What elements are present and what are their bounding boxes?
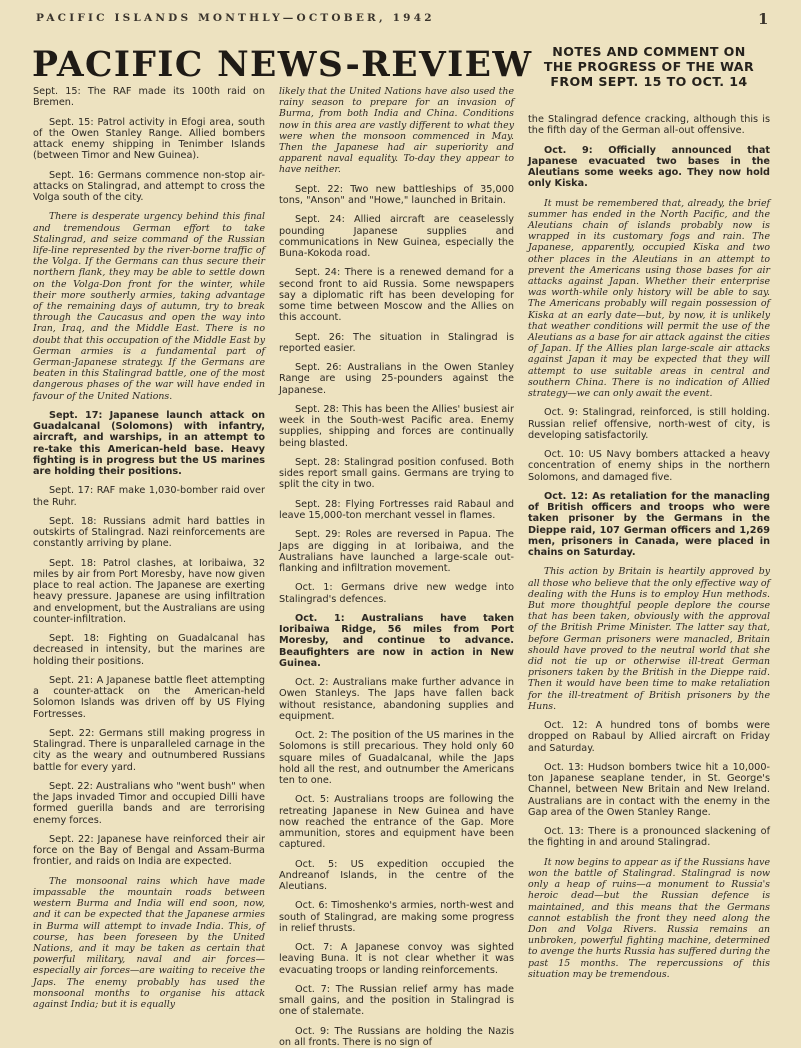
news-paragraph: This action by Britain is heartily approved by all those who believe that the only effective way of dealing with the Huns is to employ Hun methods. But more thoughtful people deplore the course that has been taken, obviously with the approval of the British Prime Minister. The latter say that, before German prisoners were manacled, Britain should have proved to the neutral world that she did not tie up or otherwise ill-treat German prisoners taken by the British in the Dieppe raid. Then it would have been time to make retaliation for the ill-treatment of British prisoners by the Huns. [528, 566, 770, 712]
notes-heading-line: THE PROGRESS OF THE WAR [543, 59, 755, 74]
news-paragraph: Oct. 9: The Russians are holding the Nazis on all fronts. There is no sign of [279, 1025, 514, 1048]
news-paragraph: Sept. 22: Australians who "went bush" when the Japs invaded Timor and occupied Dilli have formed guerilla bands and are terrorising enemy forces. [33, 781, 265, 826]
news-paragraph: Sept. 28: This has been the Allies' busiest air week in the South-west Pacific area. Enemy supplies, shipping and forces are continually being blasted. [279, 404, 514, 449]
news-paragraph: Oct. 10: US Navy bombers attacked a heavy concentration of enemy ships in the northern Solomons, and damaged five. [528, 449, 770, 483]
masthead-title: PACIFIC NEWS-REVIEW [32, 45, 533, 85]
news-paragraph: Sept. 28: Flying Fortresses raid Rabaul and leave 15,000-ton merchant vessel in flames. [279, 498, 514, 521]
news-paragraph: the Stalingrad defence cracking, although this is the fifth day of the German all-out offensive. [528, 114, 770, 137]
news-paragraph: Oct. 12: A hundred tons of bombs were dropped on Rabaul by Allied aircraft on Friday and Saturday. [528, 720, 770, 754]
news-paragraph: Sept. 17: RAF make 1,030-bomber raid over the Ruhr. [33, 485, 265, 508]
news-paragraph: Sept. 15: The RAF made its 100th raid on Bremen. [33, 86, 265, 109]
page-number: 1 [758, 10, 769, 28]
news-paragraph: Sept. 15: Patrol activity in Efogi area, south of the Owen Stanley Range. Allied bombers attack enemy shipping in Tenimber Islands (between Timor and New Guinea). [33, 116, 265, 162]
news-paragraph: The monsoonal rains which have made impassable the mountain roads between western Burma and India will end soon, now, and it can be expected that the Japanese armies in Burma will attempt to invade India. This, of course, has been foreseen by the United Nations, and it may be taken as certain that powerful military, naval and air forces—especially air forces—are waiting to receive the Japs. The enemy probably has used the monsoonal months to organise his attack against India; but it is equally [33, 875, 265, 1011]
news-paragraph: Sept. 17: Japanese launch attack on Guadalcanal (Solomons) with infantry, aircraft, and warships, in an attempt to re-take this American-held base. Heavy fighting is in progress but the US marines are holding their positions. [33, 410, 265, 478]
news-paragraph: Oct. 1: Germans drive new wedge into Stalingrad's defences. [279, 582, 514, 605]
news-paragraph: Oct. 7: The Russian relief army has made small gains, and the position in Stalingrad is one of stalemate. [279, 983, 514, 1018]
running-head-title: PACIFIC ISLANDS MONTHLY—OCTOBER, 1942 [36, 12, 435, 24]
news-paragraph: Sept. 22: Two new battleships of 35,000 tons, "Anson" and "Howe," launched in Britain. [279, 183, 514, 207]
news-paragraph: Sept. 28: Stalingrad position confused. Both sides report small gains. Germans are trying to split the city in two. [279, 457, 514, 491]
news-paragraph: Sept. 21: A Japanese battle fleet attempting a counter-attack on the American-held Solomon Islands was driven off by US Flying Fortresses. [33, 675, 265, 720]
news-paragraph: Oct. 2: The position of the US marines in the Solomons is still precarious. They hold only 60 square miles of Guadalcanal, while the Japs hold all the rest, and outnumber the Americans ten to one. [279, 730, 514, 786]
news-paragraph: Sept. 22: Germans still making progress in Stalingrad. There is unparalleled carnage in the city as the weary and outnumbered Russians battle for every yard. [33, 728, 265, 773]
news-paragraph: Sept. 24: There is a renewed demand for a second front to aid Russia. Some newspapers say a diplomatic rift has been developing for some time between Moscow and the Allies on this account. [279, 267, 514, 324]
news-paragraph: Oct. 9: Stalingrad, reinforced, is still holding. Russian relief offensive, north-west of city, is developing satisfactorily. [528, 407, 770, 441]
news-paragraph: Oct. 2: Australians make further advance in Owen Stanleys. The Japs have fallen back without resistance, abandoning supplies and equipment. [279, 677, 514, 722]
news-paragraph: It now begins to appear as if the Russians have won the battle of Stalingrad. Stalingrad is now only a heap of ruins—a monument to Russia's heroic dead—but the Russian defence is maintained, and this means that the Germans cannot establish the front they need along the Don and Volga Rivers. Russia remains an unbroken, powerful fighting machine, determined to avenge the hurts Russia has suffered during the past 15 months. The repercussions of this situation may be tremendous. [528, 856, 770, 980]
news-paragraph: Oct. 5: Australians troops are following the retreating Japanese in New Guinea and have now reached the entrance of the Gap. More ammunition, stores and equipment have been captured. [279, 794, 514, 851]
news-paragraph: There is desperate urgency behind this final and tremendous German effort to take Stalingrad, and seize command of the Russian life-line represented by the river-borne traffic of the Volga. If the Germans can thus secure their northern flank, they may be able to settle down on the Volga-Don front for the winter, while their more southerly armies, taking advantage of the remaining days of autumn, try to break through the Caucasus and open the way into Iran, Iraq, and the Middle East. There is no doubt that this occupation of the Middle East by German armies is a fundamental part of German-Japanese strategy. If the Germans are beaten in this Stalingrad battle, one of the most dangerous phases of the war will have ended in favour of the United Nations. [33, 211, 265, 402]
news-paragraph: Sept. 18: Russians admit hard battles in outskirts of Stalingrad. Nazi reinforcements are constantly arriving by plane. [33, 516, 265, 550]
news-paragraph: Sept. 26: Australians in the Owen Stanley Range are using 25-pounders against the Japanese. [279, 362, 514, 396]
running-head [0, 10, 801, 32]
news-paragraph: Sept. 22: Japanese have reinforced their air force on the Bay of Bengal and Assam-Burma frontier, and raids on India are expected. [33, 834, 265, 868]
notes-heading [528, 44, 770, 89]
news-paragraph: Sept. 26: The situation in Stalingrad is reported easier. [279, 331, 514, 354]
news-paragraph: Sept. 24: Allied aircraft are ceaselessly pounding Japanese supplies and communications in New Guinea, especially the Buna-Kokoda road. [279, 214, 514, 260]
news-paragraph: Sept. 16: Germans commence non-stop air-attacks on Stalingrad, and attempt to cross the Volga south of the city. [33, 169, 265, 203]
news-paragraph: Sept. 18: Patrol clashes, at Ioribaiwa, 32 miles by air from Port Moresby, have now given place to real action. The Japanese are exerting heavy pressure. Japanese are using infiltration and envelopment, but the Australians are using counter-infiltration. [33, 557, 265, 625]
news-paragraph: Oct. 5: US expedition occupied the Andreanof Islands, in the centre of the Aleutians. [279, 858, 514, 892]
news-paragraph: Oct. 1: Australians have taken Ioribaiwa Ridge, 56 miles from Port Moresby, and continue to advance. Beaufighters are now in action in New Guinea. [279, 612, 514, 669]
news-paragraph: Oct. 12: As retaliation for the manacling of British officers and troops who were taken prisoner by the Germans in the Dieppe raid, 107 German officers and 1,269 men, prisoners in Canada, were placed in chains on Saturday. [528, 491, 770, 559]
news-paragraph: Oct. 7: A Japanese convoy was sighted leaving Buna. It is not clear whether it was evacuating troops or landing reinforcements. [279, 942, 514, 976]
column-2 [279, 86, 514, 1048]
news-paragraph: Oct. 13: There is a pronounced slackening of the fighting in and around Stalingrad. [528, 826, 770, 849]
news-paragraph: Oct. 13: Hudson bombers twice hit a 10,000-ton Japanese seaplane tender, in St. George's Channel, between New Britain and New Ireland. Australians are in contact with the enemy in the Gap area of the Owen Stanley Range. [528, 762, 770, 818]
news-paragraph: Sept. 18: Fighting on Guadalcanal has decreased in intensity, but the marines are holding their positions. [33, 633, 265, 667]
news-paragraph: likely that the United Nations have also used the rainy season to prepare for an invasion of Burma, from both India and China. Conditions now in this area are vastly different to what they were when the monsoon commenced in May. Then the Japanese had air superiority and apparent naval equality. To-day they appear to have neither. [279, 86, 514, 176]
news-paragraph: Oct. 9: Officially announced that Japanese evacuated two bases in the Aleutians some weeks ago. They now hold only Kiska. [528, 144, 770, 190]
notes-heading-line: NOTES AND COMMENT ON [552, 44, 746, 59]
notes-heading-line: FROM SEPT. 15 TO OCT. 14 [550, 74, 748, 89]
column-3 [528, 114, 770, 1036]
news-paragraph: Sept. 29: Roles are reversed in Papua. The Japs are digging in at Ioribaiwa, and the Australians have launched a large-scale out-flanking and infiltration movement. [279, 529, 514, 574]
news-paragraph: Oct. 6: Timoshenko's armies, north-west and south of Stalingrad, are making some progress in relief thrusts. [279, 900, 514, 934]
news-paragraph: It must be remembered that, already, the brief summer has ended in the North Pacific, and the Aleutians chain of islands probably now is wrapped in its customary fogs and rain. The Japanese, apparently, occupied Kiska and two other places in the Aleutians in an attempt to prevent the Americans using those bases for air attacks against Japan. Whether their enterprise was worth-while only history will be able to say. The Americans probably will regain possession of Kiska at an early date—but, by now, it is unlikely that weather conditions will permit the use of the Aleutians as a base for air attack against the cities of Japan. If the Allies plan large-scale air attacks against Japan it may be expected that they will attempt to use suitable areas in central and southern China. There is no indication of Allied strategy—we can only await the event. [528, 197, 770, 400]
column-1 [33, 86, 265, 1036]
